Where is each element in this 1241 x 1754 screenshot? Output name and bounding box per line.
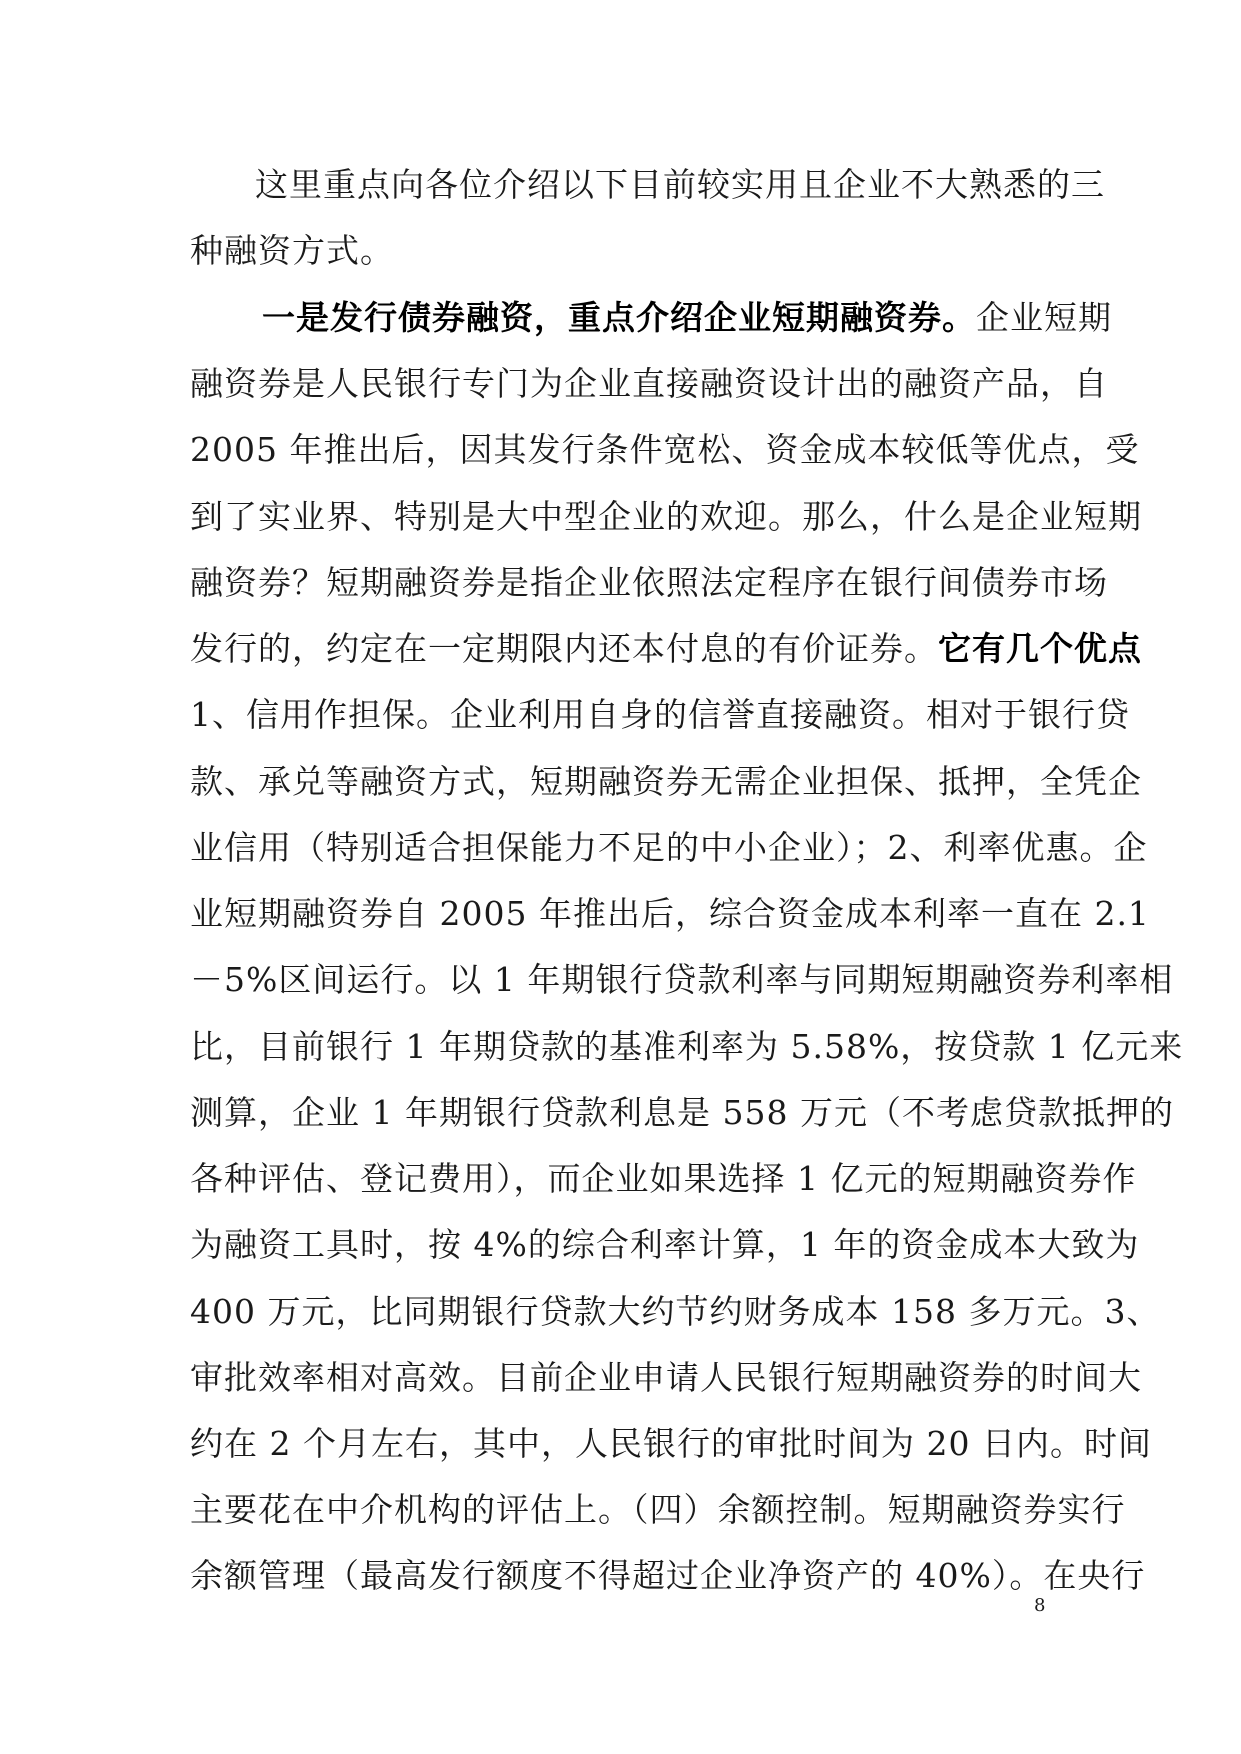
paragraph-1-line-2: 种融资方式。 [190,231,394,270]
paragraph-2-line-1 [262,288,1112,348]
paragraph-2-line-2: 融资券是人民银行专门为企业直接融资设计出的融资产品，自 [190,364,1108,403]
paragraph-2-line-13: 测算，企业 1 年期银行贷款利息是 558 万元（不考虑贷款抵押的 [190,1093,1174,1132]
paragraph-2-line-3: 2005 年推出后，因其发行条件宽松、资金成本较低等优点，受 [190,430,1140,469]
paragraph-2-line-7: 1、信用作担保。企业利用自身的信誉直接融资。相对于银行贷 [190,695,1130,734]
paragraph-2-line-20: 余额管理（最高发行额度不得超过企业净资产的 40%）。在央行 [190,1556,1146,1595]
paragraph-1-line-1: 这里重点向各位介绍以下目前较实用且企业不大熟悉的三 [255,165,1105,204]
normal-text: 企业短期 [976,298,1112,337]
paragraph-2-line-14: 各种评估、登记费用），而企业如果选择 1 亿元的短期融资券作 [190,1159,1137,1198]
paragraph-2-line-19: 主要花在中介机构的评估上。（四）余额控制。短期融资券实行 [190,1490,1126,1529]
paragraph-2-line-11: －5%区间运行。以 1 年期银行贷款利率与同期短期融资券利率相 [190,960,1174,999]
paragraph-2-line-10: 业短期融资券自 2005 年推出后，综合资金成本利率一直在 2.1 [190,894,1150,933]
paragraph-2-line-16: 400 万元，比同期银行贷款大约节约财务成本 158 多万元。3、 [190,1292,1161,1331]
paragraph-2-line-5: 融资券？短期融资券是指企业依照法定程序在银行间债券市场 [190,563,1108,602]
paragraph-2-line-15: 为融资工具时，按 4%的综合利率计算，1 年的资金成本大致为 [190,1225,1140,1264]
page-number: 8 [1034,1595,1046,1616]
bold-advantages-text: 它有几个优点 [938,629,1142,668]
paragraph-2-line-18: 约在 2 个月左右，其中，人民银行的审批时间为 20 日内。时间 [190,1424,1152,1463]
paragraph-2-line-8: 款、承兑等融资方式，短期融资券无需企业担保、抵押，全凭企 [190,762,1142,801]
paragraph-2-line-12: 比，目前银行 1 年期贷款的基准利率为 5.58%，按贷款 1 亿元来 [190,1027,1184,1066]
paragraph-2-line-6 [190,619,1142,679]
paragraph-2-line-9: 业信用（特别适合担保能力不足的中小企业）；2、利率优惠。企 [190,828,1148,867]
normal-text: 发行的，约定在一定期限内还本付息的有价证券。 [190,629,938,668]
paragraph-2-line-17: 审批效率相对高效。目前企业申请人民银行短期融资券的时间大 [190,1358,1142,1397]
bold-heading-text: 一是发行债券融资，重点介绍企业短期融资券。 [262,298,976,337]
paragraph-2-line-4: 到了实业界、特别是大中型企业的欢迎。那么，什么是企业短期 [190,497,1142,536]
